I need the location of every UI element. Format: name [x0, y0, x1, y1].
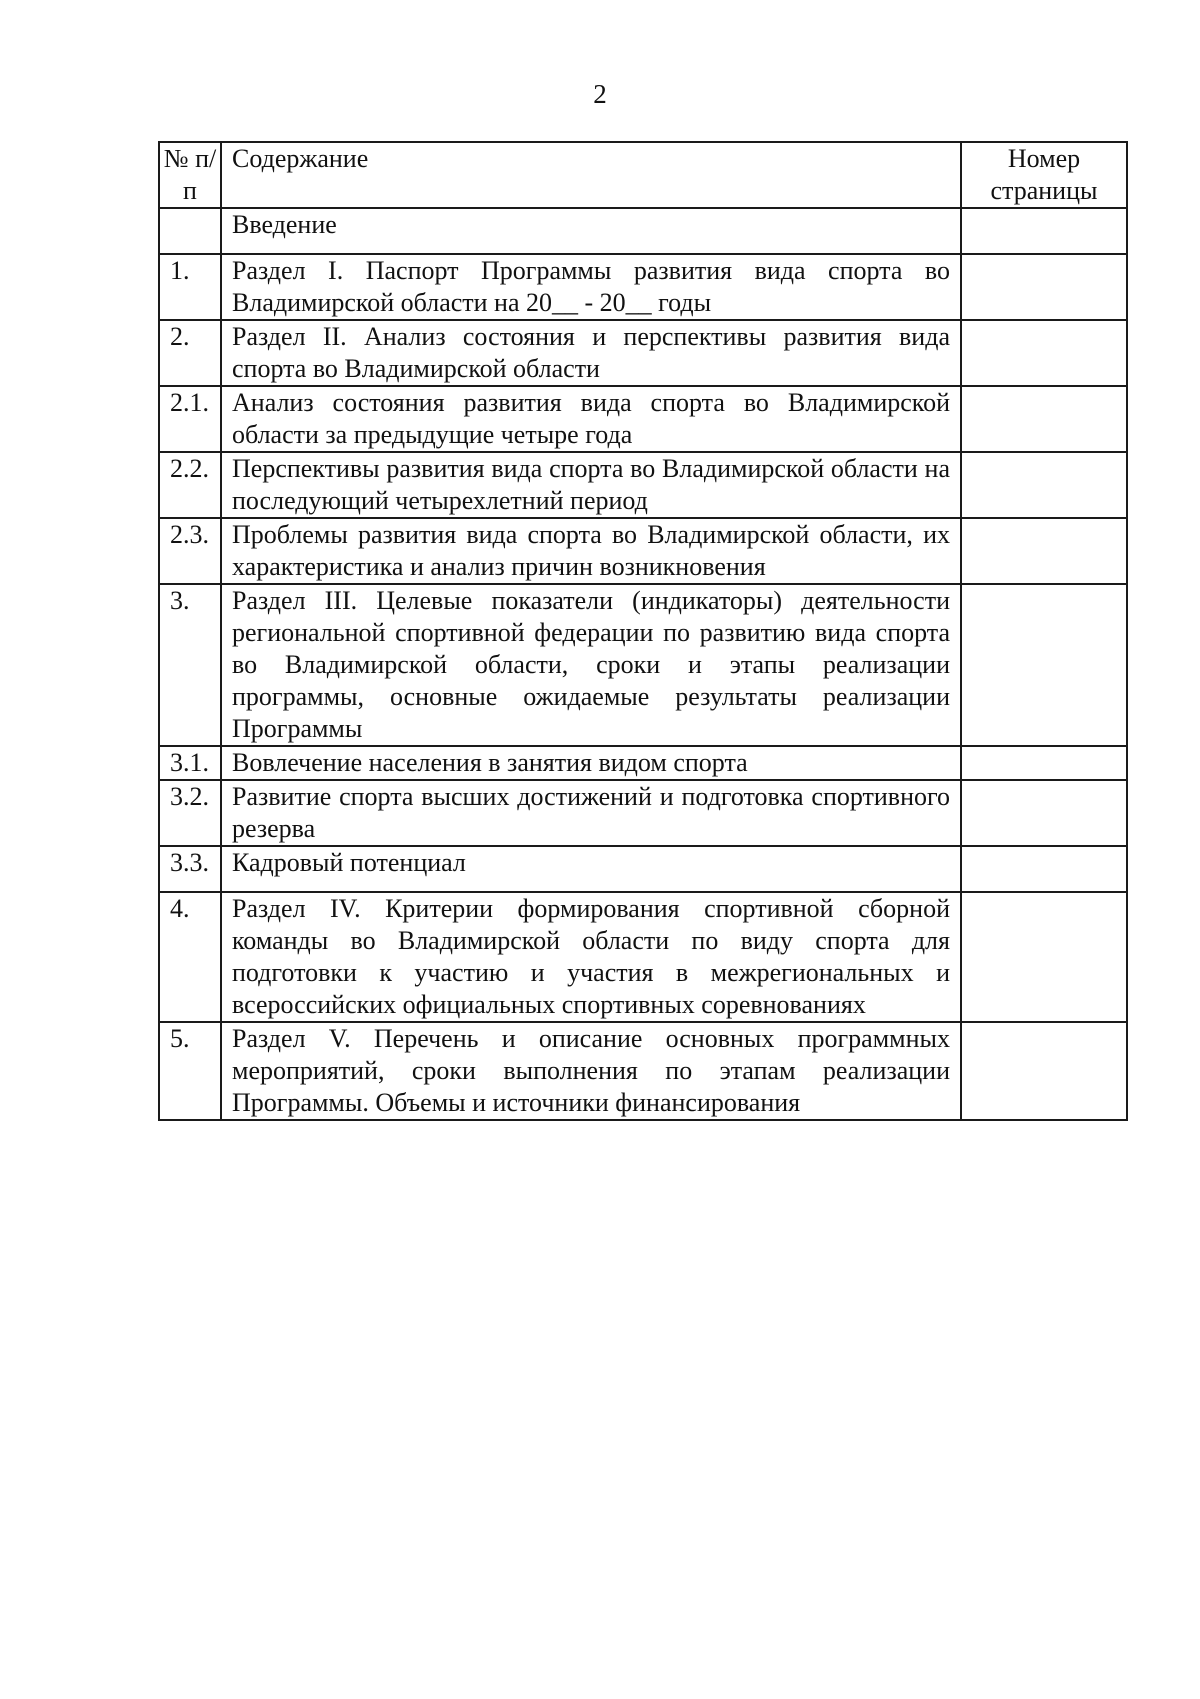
- row-page: [961, 518, 1127, 584]
- row-content: Раздел I. Паспорт Программы развития вида спорта во Владимирской области на 20__ - 20__ годы: [221, 254, 961, 320]
- table-row: [159, 386, 1127, 452]
- row-number: 2.2.: [159, 452, 221, 518]
- header-page: Номер страницы: [961, 142, 1127, 208]
- row-page: [961, 208, 1127, 254]
- row-page: [961, 452, 1127, 518]
- table-row: [159, 892, 1127, 1022]
- row-number: 1.: [159, 254, 221, 320]
- row-number: 3.3.: [159, 846, 221, 892]
- table-row: [159, 746, 1127, 780]
- header-content: Содержание: [221, 142, 961, 208]
- table-row: [159, 208, 1127, 254]
- row-number: 3.1.: [159, 746, 221, 780]
- table-of-contents: [158, 141, 1128, 1121]
- row-content: Раздел II. Анализ состояния и перспективы развития вида спорта во Владимирской области: [221, 320, 961, 386]
- row-content: Проблемы развития вида спорта во Владимирской области, их характеристика и анализ причин возникновения: [221, 518, 961, 584]
- row-page: [961, 386, 1127, 452]
- row-number: 5.: [159, 1022, 221, 1120]
- row-content: Развитие спорта высших достижений и подготовка спортивного резерва: [221, 780, 961, 846]
- table-row: [159, 1022, 1127, 1120]
- row-number: 3.: [159, 584, 221, 746]
- table-row: [159, 320, 1127, 386]
- page-number: 2: [593, 79, 607, 109]
- row-page: [961, 892, 1127, 1022]
- row-content: Введение: [221, 208, 961, 254]
- row-content: Раздел IV. Критерии формирования спортивной сборной команды во Владимирской области по виду спорта для подготовки к участию и участия в межрегиональных и всероссийских официальных спортивных соревнованиях: [221, 892, 961, 1022]
- row-number: 2.1.: [159, 386, 221, 452]
- row-content: Кадровый потенциал: [221, 846, 961, 892]
- row-number: 4.: [159, 892, 221, 1022]
- table-row: [159, 518, 1127, 584]
- table-row: [159, 780, 1127, 846]
- table-row: [159, 254, 1127, 320]
- row-content: Перспективы развития вида спорта во Владимирской области на последующий четырехлетний период: [221, 452, 961, 518]
- table-row: [159, 452, 1127, 518]
- row-content: Вовлечение населения в занятия видом спорта: [221, 746, 961, 780]
- row-page: [961, 1022, 1127, 1120]
- row-content: Раздел III. Целевые показатели (индикаторы) деятельности региональной спортивной федерации по развитию вида спорта во Владимирской области, сроки и этапы реализации программы, основные ожидаемые результаты реализации Программы: [221, 584, 961, 746]
- row-number: 3.2.: [159, 780, 221, 846]
- row-page: [961, 320, 1127, 386]
- row-number: [159, 208, 221, 254]
- row-number: 2.: [159, 320, 221, 386]
- row-number: 2.3.: [159, 518, 221, 584]
- table-row: [159, 846, 1127, 892]
- row-page: [961, 254, 1127, 320]
- header-number: № п/п: [159, 142, 221, 208]
- table-row: [159, 584, 1127, 746]
- row-page: [961, 584, 1127, 746]
- row-content: Раздел V. Перечень и описание основных программных мероприятий, сроки выполнения по этапам реализации Программы. Объемы и источники финансирования: [221, 1022, 961, 1120]
- row-page: [961, 846, 1127, 892]
- row-content: Анализ состояния развития вида спорта во Владимирской области за предыдущие четыре года: [221, 386, 961, 452]
- row-page: [961, 780, 1127, 846]
- table-header-row: [159, 142, 1127, 208]
- row-page: [961, 746, 1127, 780]
